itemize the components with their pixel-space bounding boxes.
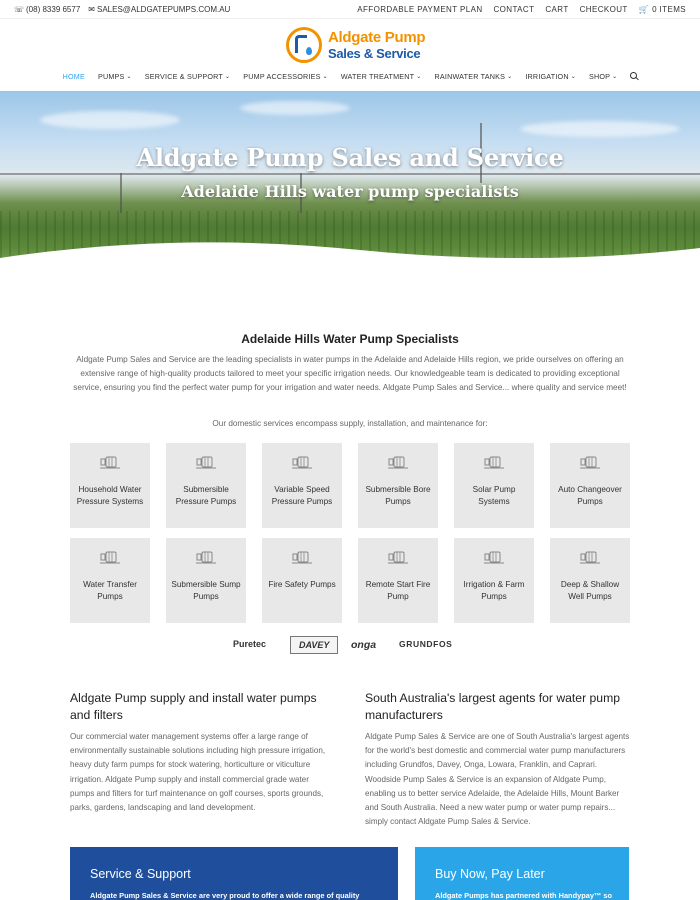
pump-icon (484, 455, 504, 469)
brand-logo-davey: DAVEY (290, 636, 338, 654)
chevron-down-icon: ⌄ (126, 74, 132, 80)
supply-install-column (70, 690, 335, 815)
search-icon (630, 72, 637, 79)
services-intro: Our domestic services encompass supply, installation, and maintenance for: (212, 419, 488, 428)
pump-icon (388, 550, 408, 564)
chevron-down-icon: ⌄ (507, 74, 513, 80)
service-tile[interactable] (166, 538, 246, 623)
pump-icon (580, 550, 600, 564)
buy-now-pay-later-box[interactable] (415, 847, 629, 900)
service-tile[interactable] (454, 538, 534, 623)
cart-count-link[interactable]: 🛒 0 ITEMS (638, 5, 686, 14)
phone-link[interactable]: ☏ (08) 8339 6577 (14, 5, 81, 14)
service-label: Submersible Bore Pumps (365, 485, 431, 507)
logo-line1: Aldgate Pump (328, 29, 426, 46)
pump-icon (100, 550, 120, 564)
cloud-shape (520, 121, 680, 137)
phone-icon: ☏ (14, 5, 25, 14)
agents-text: Aldgate Pump Sales & Service are one of South Australia's largest agents for the world's best domestic and commercial water pump manufacturers including Grundfos, Davey, Onga, Lowara, Franklin, and Caprari. Woodside Pump Sales & Service is an expansion of Aldgate Pump, enabling us to better service Adelaide, the Adelaide Hills, Mount Barker and South Australia. Need a new water pump or water pump repairs... simply contact Aldgate Pump Sales & Service. (365, 732, 630, 827)
logo-line2: Sales & Service (328, 46, 421, 61)
intro-paragraph: Aldgate Pump Sales and Service are the leading specialists in water pumps in the Adelaide and Adelaide Hills region, we pride ourselves on offering an extensive range of high-quality products tailored to meet your specific irrigation needs. Our knowledgeable team is dedicated to providing exceptional service, ensuring you find the perfect water pump for your irrigation and water needs. Aldgate Pump Sales and Service... where quality and service meet! (73, 355, 627, 393)
nav-irrigation[interactable]: IRRIGATION ⌄ (525, 72, 576, 81)
agents-column (365, 690, 630, 829)
pump-icon (196, 550, 216, 564)
supply-install-heading: Aldgate Pump supply and install water pumps and filters (70, 691, 317, 722)
irrigation-rig-shape (0, 173, 700, 175)
brand-logos (233, 636, 468, 658)
pump-icon (388, 455, 408, 469)
service-label: Fire Safety Pumps (268, 580, 336, 589)
top-link-checkout[interactable]: CHECKOUT (579, 5, 628, 14)
cloud-shape (240, 101, 350, 115)
pump-icon (292, 550, 312, 564)
cart-icon: 🛒 (638, 5, 650, 14)
hero-wave-divider (0, 230, 700, 280)
nav-water-treatment[interactable]: WATER TREATMENT ⌄ (340, 72, 422, 81)
service-label: Solar Pump Systems (472, 485, 516, 507)
supply-install-text: Our commercial water management systems offer a large range of environmentally sustainable solutions including high pressure irrigation, heavy duty farm pumps for stock watering, horticulture or viticulture irrigation. Aldgate Pump supply and install commercial grade water pumps and filters for turf maintenance on golf courses, sports grounds, parks, gardens, landscaping and land development. (70, 732, 326, 813)
intro-heading: Adelaide Hills Water Pump Specialists (241, 332, 459, 346)
top-link-payment-plan[interactable]: AFFORDABLE PAYMENT PLAN (357, 5, 483, 14)
service-support-text: Aldgate Pump Sales & Service are very proud to offer a wide range of quality (90, 891, 360, 900)
top-link-contact[interactable]: CONTACT (493, 5, 535, 14)
cloud-shape (40, 111, 180, 129)
service-support-box[interactable] (70, 847, 398, 900)
nav-pump-accessories[interactable]: PUMP ACCESSORIES ⌄ (243, 72, 328, 81)
service-label: Submersible Sump Pumps (171, 580, 241, 602)
service-label: Household Water Pressure Systems (76, 485, 144, 507)
pump-icon (580, 455, 600, 469)
water-drop-icon (306, 47, 312, 55)
brand-logo-grundfos: GRUNDFOS (399, 639, 453, 649)
service-tile[interactable] (262, 443, 342, 528)
service-label: Submersible Pressure Pumps (175, 485, 237, 507)
site-header (0, 19, 700, 91)
service-label: Irrigation & Farm Pumps (463, 580, 525, 602)
nav-rainwater-tanks[interactable]: RAINWATER TANKS ⌄ (434, 72, 513, 81)
service-label: Water Transfer Pumps (83, 580, 137, 602)
pump-icon (292, 455, 312, 469)
chevron-down-icon: ⌄ (322, 74, 328, 80)
pump-icon (484, 550, 504, 564)
email-link[interactable]: ✉ SALES@ALDGATEPUMPS.COM.AU (88, 5, 231, 14)
service-support-title: Service & Support (90, 867, 191, 881)
buy-now-text: Aldgate Pumps has partnered with Handypay™ so (435, 891, 612, 900)
chevron-down-icon: ⌄ (416, 74, 422, 80)
service-tile[interactable] (454, 443, 534, 528)
site-logo[interactable] (286, 27, 426, 65)
brand-logo-puretec: Puretec (233, 639, 267, 649)
service-tile[interactable] (70, 538, 150, 623)
chevron-down-icon: ⌄ (612, 74, 618, 80)
service-label: Remote Start Fire Pump (365, 580, 431, 602)
service-tile[interactable] (166, 443, 246, 528)
service-tile[interactable] (550, 443, 630, 528)
brand-logo-onga: onga (351, 639, 377, 651)
pump-icon (196, 455, 216, 469)
hero-title: Aldgate Pump Sales and Service (136, 143, 564, 172)
top-bar (0, 0, 700, 19)
pump-icon (100, 455, 120, 469)
service-label: Auto Changeover Pumps (558, 485, 622, 507)
main-nav (0, 72, 700, 81)
chevron-down-icon: ⌄ (225, 74, 231, 80)
mail-icon: ✉ (88, 5, 95, 14)
nav-shop[interactable]: SHOP ⌄ (588, 72, 618, 81)
service-tile[interactable] (262, 538, 342, 623)
service-tile[interactable] (358, 443, 438, 528)
nav-home[interactable]: HOME (62, 72, 85, 81)
service-label: Variable Speed Pressure Pumps (271, 485, 333, 507)
buy-now-title: Buy Now, Pay Later (435, 867, 545, 881)
top-link-cart[interactable]: CART (545, 5, 569, 14)
nav-service-support[interactable]: SERVICE & SUPPORT ⌄ (144, 72, 231, 81)
chevron-down-icon: ⌄ (570, 74, 576, 80)
hero-subtitle: Adelaide Hills water pump specialists (181, 182, 519, 201)
service-tile[interactable] (550, 538, 630, 623)
nav-search[interactable] (630, 72, 637, 81)
service-tile[interactable] (70, 443, 150, 528)
service-label: Deep & Shallow Well Pumps (560, 580, 620, 602)
agents-heading: South Australia's largest agents for water pump manufacturers (365, 691, 621, 722)
service-tile[interactable] (358, 538, 438, 623)
nav-pumps[interactable]: PUMPS ⌄ (97, 72, 132, 81)
